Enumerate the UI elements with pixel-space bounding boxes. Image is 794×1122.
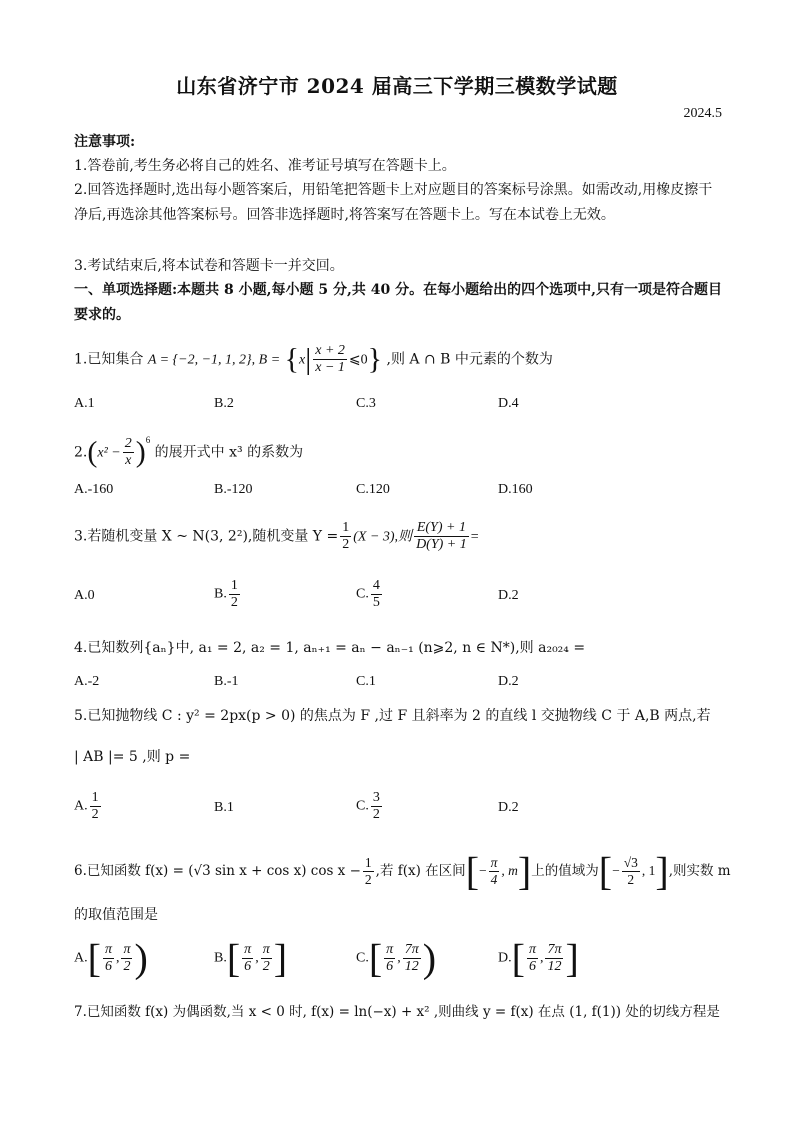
note-item: 1.答卷前,考生务必将自己的姓名、准考证号填写在答题卡上。 [74, 158, 456, 174]
q3-half: $\frac{1}{2}$ [342, 520, 350, 552]
option-b: B.2 [214, 396, 234, 411]
bracket-close: ] [655, 848, 669, 894]
option-b: B. $\frac{1}{2}$ [214, 578, 238, 610]
option-a: A.-2 [74, 674, 100, 689]
option-c: C.3 [356, 396, 376, 411]
bar: | [305, 342, 312, 376]
option-b: B.-1 [214, 674, 239, 689]
option-b: B.-120 [214, 482, 253, 497]
option-c: C. $\frac{4}{5}$ [356, 578, 380, 610]
brace-close: } [367, 342, 383, 376]
question-5-line-1: 5.已知抛物线 C : y² = 2px(p > 0) 的焦点为 F ,过 F 且斜率为 2 的直线 l 交抛物线 C 于 A,B 两点,若 [74, 708, 711, 724]
q2-suffix: 的展开式中 x³ 的系数为 [154, 444, 304, 461]
minus: − [479, 863, 487, 878]
note-item: 2.回答选择题时,选出每小题答案后，用铅笔把答题卡上对应题目的答案标号涂黑。如需改动,用橡皮擦干净后,再选涂其他答案标号。回答非选择题时,将答案写在答题卡上。写在本试卷上无效。 [74, 182, 713, 223]
question-6-line-1 [74, 848, 731, 894]
q6-text-3: 上的值域为 [531, 863, 599, 879]
option-d: D.2 [498, 588, 519, 603]
exam-date: 2024.5 [683, 106, 722, 121]
q6-interval-end: , m [501, 863, 518, 878]
q1-sets: A = {−2, −1, 1, 2}, B = [147, 352, 281, 368]
question-3 [74, 520, 724, 553]
section-heading: 一、单项选择题:本题共 8 小题,每小题 5 分,共 40 分。在每小题给出的四个选项中,只有一项是符合题目要求的。 [74, 282, 722, 323]
option-d: D.2 [498, 800, 519, 815]
option-a: A. $\frac{1}{2}$ [74, 790, 99, 822]
option-c: C.1 [356, 674, 376, 689]
q1-prefix: 1.已知集合 [74, 351, 144, 368]
bracket-open: [ [465, 848, 480, 894]
q1-condition-fraction: $\frac{x + 2}{x - 1}$ [315, 343, 345, 375]
q6-range-start: $\frac{√3}{2}$ [623, 855, 638, 887]
question-5-line-2: | AB |= 5 ,则 p = [74, 749, 191, 765]
notes-heading: 注意事项: [74, 134, 136, 150]
option-d: D.[ $\frac{\pi}{6}$ , $\frac{7\pi}{12}$ ] [498, 935, 579, 981]
option-d: D.4 [498, 396, 519, 411]
q6-range-end: , 1 [641, 863, 656, 878]
q3-text-1: 3.若随机变量 X ~ N(3, 2²),随机变量 Y = [74, 528, 339, 545]
question-1 [74, 343, 724, 376]
exam-title: 山东省济宁市 2024 届高三下学期三模数学试题 [176, 74, 618, 98]
option-d: D.160 [498, 482, 533, 497]
q2-term: x² − [97, 445, 121, 461]
option-a: A.-160 [74, 482, 114, 497]
q1-var: x [299, 352, 306, 368]
q2-prefix: 2. [74, 444, 88, 461]
question-6-line-2: 的取值范围是 [74, 907, 158, 923]
q3-text-2: (X − 3),则 [353, 529, 413, 545]
bracket-open: [ [598, 848, 613, 894]
q3-ratio: $\frac{E(Y) + 1}{D(Y) + 1}$ [416, 520, 467, 552]
option-c: C.120 [356, 482, 390, 497]
brace-open: { [284, 342, 300, 376]
minus: − [612, 863, 620, 878]
q6-text-4: ,则实数 m [668, 863, 731, 879]
option-a: A.0 [74, 588, 95, 603]
option-b: B.[ $\frac{\pi}{6}$ , $\frac{\pi}{2}$ ] [214, 935, 288, 981]
q1-suffix: ,则 A ∩ B 中元素的个数为 [386, 351, 553, 368]
bracket-close: ] [517, 848, 532, 894]
paren-open: ( [87, 435, 98, 469]
question-7: 7.已知函数 f(x) 为偶函数,当 x < 0 时, f(x) = ln(−x) + x² ,则曲线 y = f(x) 在点 (1, f(1)) 处的切线方程是 [74, 1004, 720, 1020]
note-item: 3.考试结束后,将本试卷和答题卡一并交回。 [74, 258, 344, 274]
q6-text-2: ,若 f(x) 在区间 [375, 863, 466, 879]
option-a: A.1 [74, 396, 95, 411]
option-d: D.2 [498, 674, 519, 689]
q3-equals: = [470, 529, 479, 545]
option-a: A.[ $\frac{\pi}{6}$ , $\frac{\pi}{2}$ ) [74, 935, 148, 981]
q6-text-1: 6.已知函数 f(x) = (√3 sin x + cos x) cos x − [74, 863, 361, 879]
q6-interval-start: $\frac{\pi}{4}$ [490, 855, 498, 887]
q2-fraction: $\frac{2}{x}$ [124, 436, 132, 469]
question-4: 4.已知数列{aₙ}中, a₁ = 2, a₂ = 1, aₙ₊₁ = aₙ − aₙ₋₁ (n⩾2, n ∈ N*),则 a₂₀₂₄ = [74, 640, 586, 656]
q2-power: 6 [145, 435, 151, 445]
option-c: C. $\frac{3}{2}$ [356, 790, 380, 822]
q1-condition-rest: ⩽0 [348, 352, 368, 368]
question-2 [74, 436, 724, 469]
paren-close: ) [135, 435, 146, 469]
option-b: B.1 [214, 800, 234, 815]
option-c: C.[ $\frac{\pi}{6}$ , $\frac{7\pi}{12}$ ) [356, 935, 437, 981]
q6-half: $\frac{1}{2}$ [364, 855, 372, 887]
